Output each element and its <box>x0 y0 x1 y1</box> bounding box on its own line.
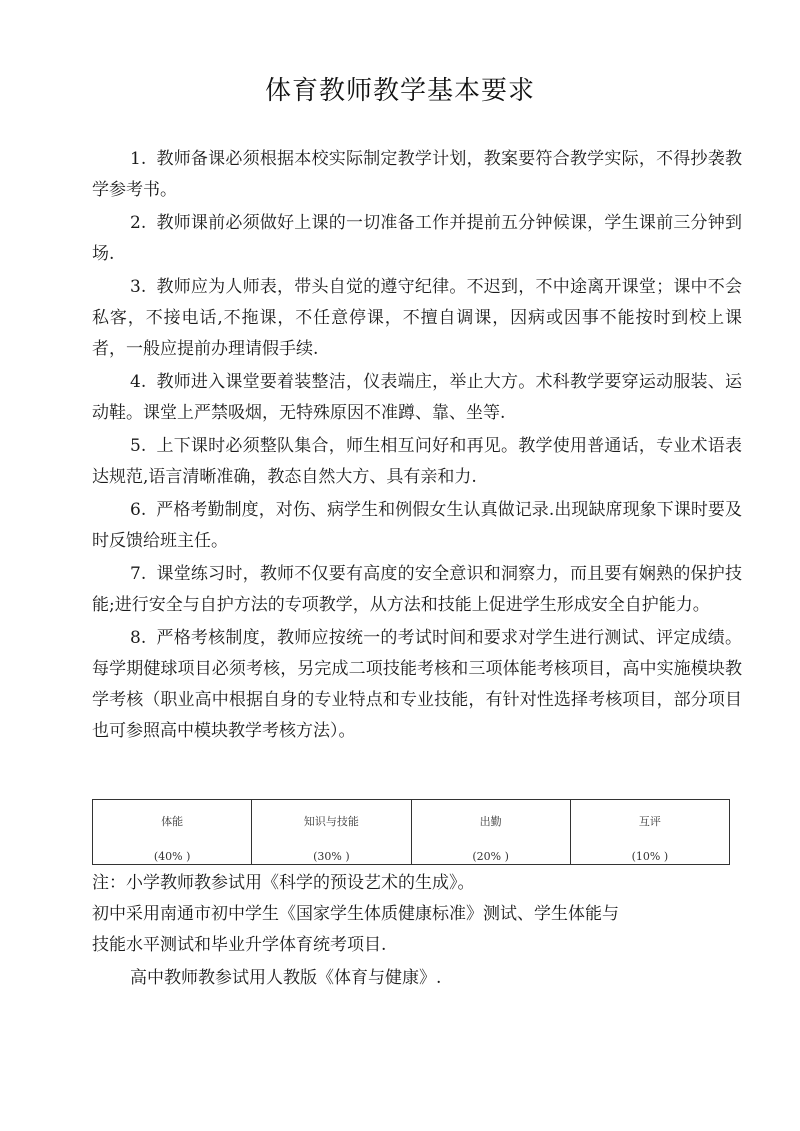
requirement-item <box>92 208 742 270</box>
requirement-number: 8. <box>130 628 147 648</box>
score-category: 出勤 <box>479 815 502 828</box>
requirement-number: 6. <box>130 500 147 520</box>
table-cell <box>252 800 411 865</box>
requirement-number: 1. <box>130 149 147 169</box>
requirement-text: 课堂练习时，教师不仅要有高度的安全意识和洞察力，而且要有娴熟的保护技能;进行安全与自护方法的专项教学，从方法和技能上促进学生形成安全自护能力。 <box>92 564 742 615</box>
score-category: 互评 <box>638 815 661 828</box>
notes-section <box>92 868 752 994</box>
requirement-text: 教师应为人师表，带头自觉的遵守纪律。不迟到，不中途离开课堂；课中不会私客，不接电话,不拖课，不任意停课，不擅自调课，因病或因事不能按时到校上课者，一般应提前办理请假手续. <box>92 277 742 359</box>
requirement-text: 教师课前必须做好上课的一切准备工作并提前五分钟候课，学生课前三分钟到场. <box>92 213 742 264</box>
requirement-text: 教师备课必须根据本校实际制定教学计划，教案要符合教学实际，不得抄袭教学参考书。 <box>92 149 742 200</box>
requirement-number: 5. <box>130 436 147 456</box>
score-category: 知识与技能 <box>303 815 359 828</box>
note-line: 初中采用南通市初中学生《国家学生体质健康标准》测试、学生体能与 <box>92 904 619 924</box>
requirement-number: 3. <box>130 277 147 297</box>
requirement-item <box>92 367 742 429</box>
requirement-item <box>92 495 742 557</box>
requirements-list <box>92 144 742 747</box>
requirement-text: 严格考核制度，教师应按统一的考试时间和要求对学生进行测试、评定成绩。每学期健球项目必须考核，另完成二项技能考核和三项体能考核项目，高中实施模块教学考核（职业高中根据自身的专业特点和专业技能，有针对性选择考核项目，部分项目也可参照高中模块教学考核方法）。 <box>92 628 742 741</box>
requirement-text: 严格考勤制度，对伤、病学生和例假女生认真做记录.出现缺席现象下课时要及时反馈给班主任。 <box>92 500 742 551</box>
score-weight: (20% ) <box>472 850 509 863</box>
table-row <box>93 800 730 865</box>
requirement-item <box>92 431 742 493</box>
score-category: 体能 <box>161 815 184 828</box>
requirement-text: 上下课时必须整队集合，师生相互问好和再见。教学使用普通话，专业术语表达规范,语言清晰准确，教态自然大方、具有亲和力. <box>92 436 742 487</box>
score-weight: (10% ) <box>631 850 669 863</box>
requirement-number: 2. <box>130 213 147 233</box>
note-line: 注：小学教师教参试用《科学的预设艺术的生成》。 <box>92 873 475 893</box>
note-line: 高中教师教参试用人教版《体育与健康》. <box>130 968 442 988</box>
requirement-item <box>92 144 742 206</box>
score-weight-table <box>92 799 730 865</box>
score-weight: (40% ) <box>153 850 191 863</box>
requirement-text: 教师进入课堂要着装整洁，仪表端庄，举止大方。术科教学要穿运动服装、运动鞋。课堂上严禁吸烟，无特殊原因不准蹲、靠、坐等. <box>92 372 742 423</box>
note-line: 技能水平测试和毕业升学体育统考项目. <box>92 935 387 955</box>
table-cell <box>93 800 252 865</box>
requirement-item <box>92 272 742 365</box>
table-cell <box>570 800 729 865</box>
table-cell <box>411 800 570 865</box>
requirement-number: 4. <box>130 372 147 392</box>
requirement-item <box>92 623 742 747</box>
requirement-number: 7. <box>130 564 147 584</box>
document-title: 体育教师教学基本要求 <box>264 76 535 106</box>
requirement-item <box>92 559 742 621</box>
score-weight: (30% ) <box>313 850 350 863</box>
